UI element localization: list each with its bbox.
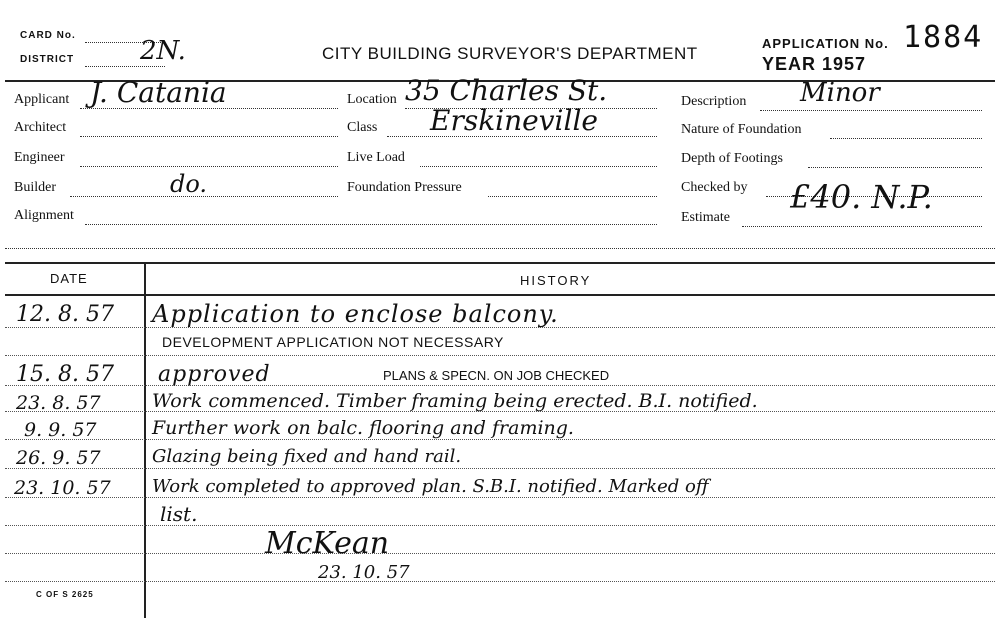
plans-checked-stamp: PLANS & SPECN. ON JOB CHECKED xyxy=(383,368,610,383)
foundation-pressure-label: Foundation Pressure xyxy=(347,180,462,195)
district-value: 2N. xyxy=(140,36,186,66)
history-date: 12. 8. 57 xyxy=(16,302,114,327)
live-load-line xyxy=(420,166,657,167)
builder-label: Builder xyxy=(14,180,56,195)
class-value: Erskineville xyxy=(430,104,598,137)
row-rule-6 xyxy=(5,468,995,469)
signature: McKean xyxy=(265,526,390,561)
checked-by-label: Checked by xyxy=(681,180,748,195)
architect-label: Architect xyxy=(14,120,67,135)
department-title: CITY BUILDING SURVEYOR'S DEPARTMENT xyxy=(322,44,698,63)
applicant-label: Applicant xyxy=(14,92,70,107)
table-header-rule xyxy=(5,294,995,296)
row-rule-10 xyxy=(5,581,995,582)
row-rule-3 xyxy=(5,385,995,386)
row-rule-9 xyxy=(5,553,995,554)
estimate-line xyxy=(742,226,982,227)
application-label: APPLICATION No. xyxy=(762,36,889,51)
district-label: DISTRICT xyxy=(20,54,75,65)
history-stamp: DEVELOPMENT APPLICATION NOT NECESSARY xyxy=(162,334,504,350)
history-entry: Work completed to approved plan. S.B.I. notified. Marked off xyxy=(152,476,709,497)
application-number: 1884 xyxy=(903,20,984,55)
foundation-pressure-line xyxy=(488,196,657,197)
history-entry: Glazing being fixed and hand rail. xyxy=(152,446,462,467)
location-label: Location xyxy=(347,92,397,107)
row-rule-5 xyxy=(5,439,995,440)
class-label: Class xyxy=(347,120,378,135)
date-column-divider xyxy=(144,262,146,618)
engineer-line xyxy=(80,166,338,167)
description-line xyxy=(760,110,982,111)
history-date: 15. 8. 57 xyxy=(16,362,114,387)
history-entry: list. xyxy=(160,502,198,526)
row-rule-2 xyxy=(5,355,995,356)
location-value: 35 Charles St. xyxy=(405,74,608,107)
signature-date: 23. 10. 57 xyxy=(318,562,410,583)
applicant-value: J. Catania xyxy=(90,76,227,109)
architect-line xyxy=(80,136,338,137)
estimate-label: Estimate xyxy=(681,210,730,225)
table-top-rule xyxy=(5,262,995,264)
depth-of-footings-label: Depth of Footings xyxy=(681,151,783,166)
engineer-label: Engineer xyxy=(14,150,65,165)
nature-of-foundation-label: Nature of Foundation xyxy=(681,122,802,137)
alignment-line xyxy=(85,224,657,225)
card-no-label: CARD No. xyxy=(20,30,76,41)
builder-value: do. xyxy=(170,170,208,198)
district-line xyxy=(85,66,165,67)
form-code: C OF S 2625 xyxy=(36,590,94,599)
estimate-value: £40. N.P. xyxy=(790,178,933,216)
depth-line xyxy=(808,167,982,168)
date-header: DATE xyxy=(50,271,88,286)
history-entry: Work commenced. Timber framing being erected. B.I. notified. xyxy=(152,390,758,412)
history-date: 26. 9. 57 xyxy=(16,447,101,469)
live-load-label: Live Load xyxy=(347,150,405,165)
history-header: HISTORY xyxy=(520,273,592,288)
history-date: 23. 8. 57 xyxy=(16,392,101,414)
history-entry: Further work on balc. flooring and framing. xyxy=(152,417,574,439)
history-entry: Application to enclose balcony. xyxy=(152,300,559,328)
description-value: Minor xyxy=(800,78,880,108)
history-date: 23. 10. 57 xyxy=(14,477,111,499)
year-label: YEAR 1957 xyxy=(762,54,867,74)
row-rule-8 xyxy=(5,525,995,526)
alignment-label: Alignment xyxy=(14,208,74,223)
history-date: 9. 9. 57 xyxy=(24,419,97,441)
row-rule-7 xyxy=(5,497,995,498)
history-entry: approved xyxy=(158,362,271,387)
nature-line xyxy=(830,138,982,139)
description-label: Description xyxy=(681,94,747,109)
blank-line xyxy=(5,248,995,249)
